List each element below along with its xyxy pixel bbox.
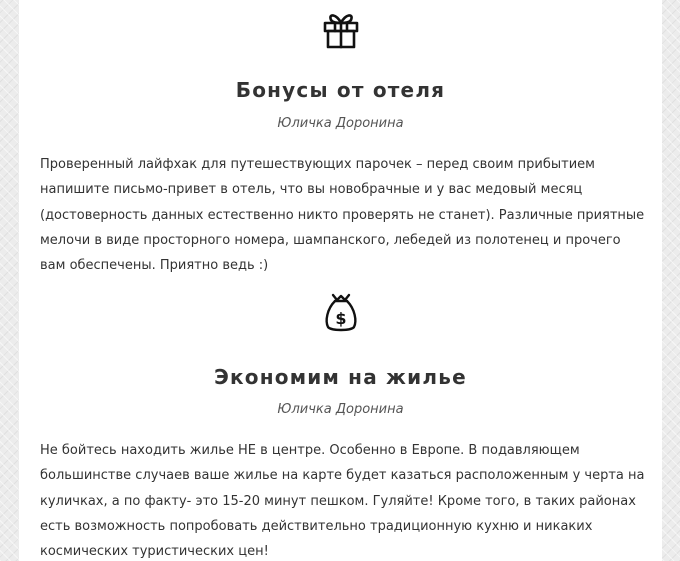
section-title: Бонусы от отеля <box>235 78 446 102</box>
money-bag-icon <box>321 292 361 332</box>
author-name: Юличка Доронина <box>277 402 404 417</box>
author-name: Юличка Доронина <box>277 116 404 131</box>
svg-text:$: $ <box>334 309 347 328</box>
section-text: Проверенный лайфхак для путешествующих парочек – перед своим прибытием напишите письмо-привет в отель, что вы новобрачные и у вас медовый месяц (достоверность данных естественно никто проверять не станет). Различные приятные мелочи в виде просторного номера, шампанского, лебедей из полотенец и прочего вам обеспечены. Приятно ведь :) <box>40 157 645 274</box>
gift-icon <box>321 10 361 50</box>
article-card <box>19 0 662 561</box>
section-title: Экономим на жилье <box>214 365 467 389</box>
section-text: Не бойтесь находить жилье НЕ в центре. Особенно в Европе. В подавляющем большинстве случаев ваше жилье на карте будет казаться расположенным у черта на куличках, а по факту- это 15-20 минут пешком. Гуляйте! Кроме того, в таких районах есть возможность попробовать действительно традиционную кухню и никаких космических туристических цен! <box>40 443 645 560</box>
